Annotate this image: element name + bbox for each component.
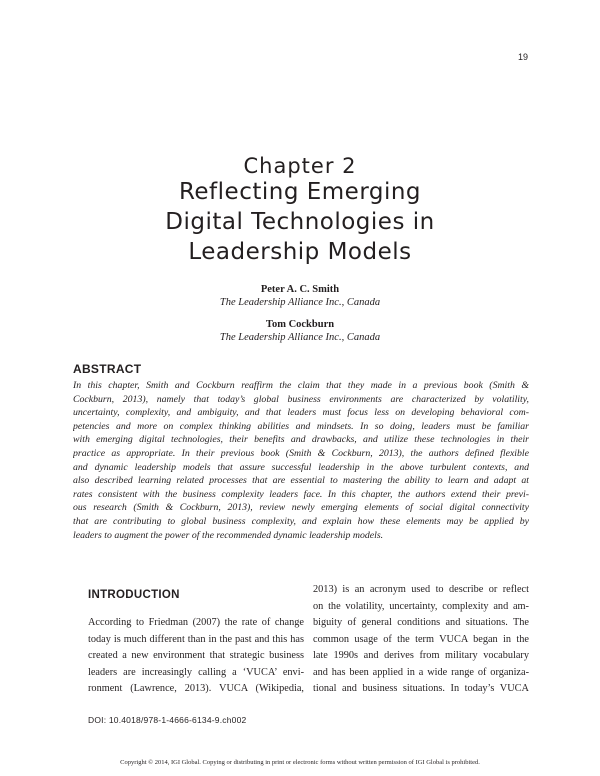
abstract-line: that are contributing to global business complexity, and explain how these elements may be applied by bbox=[73, 515, 529, 527]
author-block bbox=[0, 318, 600, 344]
body-line: today is much different than in the past and this has bbox=[88, 633, 304, 645]
author-name: Tom Cockburn bbox=[265, 319, 335, 330]
chapter-title-line: Reflecting Emerging bbox=[178, 179, 422, 205]
body-line: common usage of the term VUCA began in the bbox=[313, 633, 529, 645]
body-line: tional and business situations. In today’s VUCA bbox=[313, 683, 529, 694]
abstract-line: with emerging digital technologies, their benefits and drawbacks, and utilize these technologies in their bbox=[73, 434, 529, 446]
author-affiliation: The Leadership Alliance Inc., Canada bbox=[219, 297, 381, 308]
abstract-line: ous research (Smith & Cockburn, 2013), review newly emerging elements of social digital connectivity bbox=[73, 502, 529, 514]
abstract-line: In this chapter, Smith and Cockburn reaffirm the claim that they made in a previous book (Smith & bbox=[73, 380, 529, 391]
abstract-line: rates consistent with the business complexity leaders face. In this chapter, the authors extend their previ- bbox=[73, 488, 529, 500]
chapter-title bbox=[0, 177, 600, 267]
abstract-line: leaders to augment the power of the recommended dynamic leadership models. bbox=[73, 529, 384, 541]
abstract-line: petencies and more on complex thinking abilities and mindsets. In so doing, leaders must be familiar bbox=[73, 420, 529, 432]
body-line: and has been applied in a wide range of organiza- bbox=[313, 666, 529, 678]
chapter-label: Chapter 2 bbox=[243, 154, 357, 178]
introduction-heading: INTRODUCTION bbox=[88, 589, 180, 601]
abstract-heading: ABSTRACT bbox=[73, 362, 142, 376]
body-line: created a new environment that strategic business bbox=[88, 650, 304, 661]
abstract-line: and dynamic leadership models that assure successful leadership in the above turbulent contexts, and bbox=[73, 461, 529, 473]
abstract-line: practice as appropriate. In their previous book (Smith & Cockburn, 2013), the authors defined flexible bbox=[73, 447, 529, 459]
abstract-line: also described learning related processes that are essential to mastering the ability to learn and adapt at bbox=[73, 475, 529, 487]
chapter-title-line: Digital Technologies in bbox=[165, 209, 435, 235]
author-affiliation: The Leadership Alliance Inc., Canada bbox=[219, 332, 381, 343]
body-line: on the volatility, uncertainty, complexity and am- bbox=[313, 600, 529, 612]
body-line: late 1990s and derives from military vocabulary bbox=[313, 650, 529, 661]
author-block bbox=[0, 283, 600, 309]
body-line: ronment (Lawrence, 2013). VUCA (Wikipedia, bbox=[88, 683, 304, 694]
page-number: 19 bbox=[517, 52, 528, 62]
introduction-left-column bbox=[88, 615, 304, 698]
body-line: leaders are increasingly calling a ‘VUCA’ envi- bbox=[88, 666, 304, 678]
abstract-text bbox=[73, 379, 529, 542]
author-name: Peter A. C. Smith bbox=[260, 284, 340, 295]
abstract-line: Cockburn, 2013), namely that today’s global business environments are characterized by volatility, bbox=[73, 393, 529, 405]
doi: DOI: 10.4018/978-1-4666-6134-9.ch002 bbox=[88, 715, 247, 725]
body-line: 2013) is an acronym used to describe or reflect bbox=[313, 584, 529, 595]
body-line: According to Friedman (2007) the rate of change bbox=[88, 617, 304, 628]
abstract-line: uncertainty, complexity, and ambiguity, and that leaders must focus less on developing behavioral com- bbox=[73, 407, 529, 419]
chapter-title-line: Leadership Models bbox=[188, 239, 412, 265]
body-line: biguity of general conditions and situations. The bbox=[313, 617, 529, 628]
copyright-notice: Copyright © 2014, IGI Global. Copying or distributing in print or electronic forms without written permission of IGI Global is prohibited. bbox=[120, 759, 480, 766]
introduction-right-column bbox=[313, 582, 529, 698]
